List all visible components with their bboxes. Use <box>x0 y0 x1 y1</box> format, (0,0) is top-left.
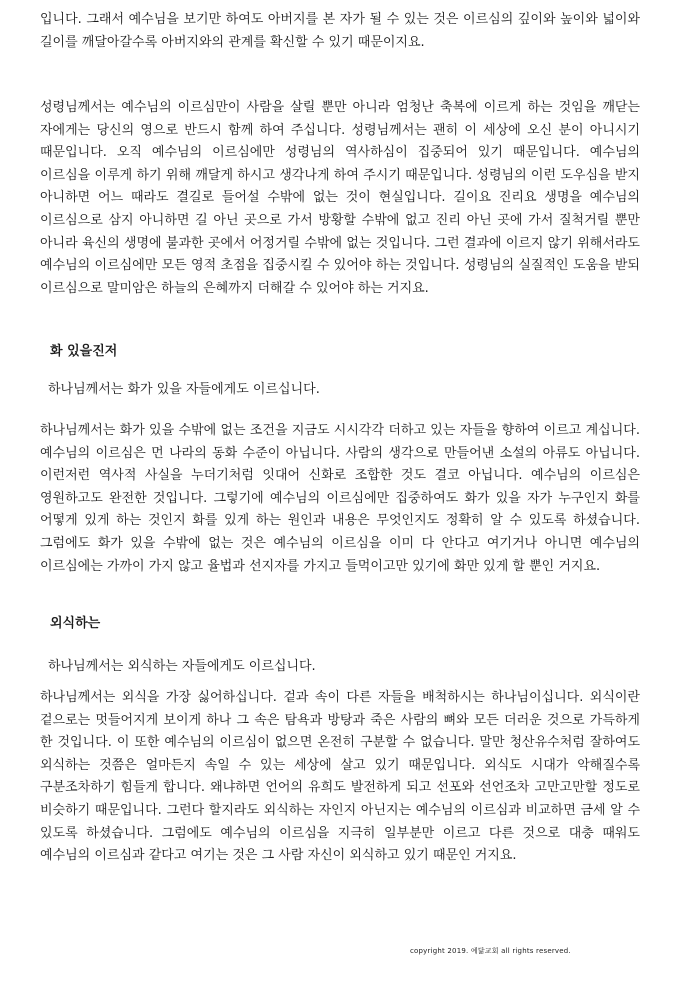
section-heading-hypocrites: 외식하는 <box>50 616 101 631</box>
section-heading-woe: 화 있을진저 <box>50 344 118 359</box>
holy-spirit-paragraph: 성령님께서는 예수님의 이르심만이 사람을 살릴 뿐만 아니라 엄청난 축복에 이르게 하는 것임을 깨닫는 자에게는 당신의 영으로 반드시 함께 하여 주십니다. 성령님께서는 괜히 이 세상에 오신 분이 아니시기 때문입니다. 오직 예수님의 이르심에만 성령님의 역사하심이 집중되어 있기 때문입니다. 예수님의 이르심을 이루게 하기 위해 깨달게 하시고 생각나게 하여 주시기 때문입니다. 성령님의 이런 도우심을 받지 아니하면 어느 때라도 결길로 들어설 수밖에 없는 것이 현실입니다. 길이요 진리요 생명을 예수님의 이르심으로 삼지 아니하면 길 아닌 곳으로 가서 방황할 수밖에 없고 진리 아닌 곳에 가서 질척거릴 뿐만 아니라 육신의 생명에 불과한 곳에서 어정거릴 수밖에 없는 것입니다. 그런 결과에 이르지 않기 위해서라도 예수님의 이르심에만 모든 영적 초점을 집중시킬 수 있어야 하는 것입니다. 성령님의 실질적인 도움을 받되 이르심으로 말미암은 하늘의 은혜까지 더해갈 수 있어야 하는 거지요. <box>40 100 640 296</box>
section-summary-woe: 하나님께서는 화가 있을 자들에게도 이르십니다. <box>48 382 320 397</box>
section-summary-hypocrites: 하나님께서는 외식하는 자들에게도 이르십니다. <box>48 659 316 674</box>
section-body-hypocrites: 하나님께서는 외식을 가장 싫어하십니다. 겉과 속이 다른 자들을 배척하시는 하나님이십니다. 외식이란 겉으로는 멋들어지게 보이게 하나 그 속은 탐욕과 방탕과 죽은 사람의 뼈와 모든 더러운 것으로 가득하게 한 것입니다. 이 또한 예수님의 이르심이 없으면 온전히 구분할 수 없습니다. 말만 청산유수처럼 잘하여도 외식하는 것쯤은 얼마든지 속일 수 있는 세상에 살고 있기 때문입니다. 외식도 시대가 악해질수록 구분조차하기 힘들게 합니다. 왜냐하면 언어의 유희도 발전하게 되고 선포와 선언조차 고만고만할 정도로 비슷하기 때문입니다. 그런다 할지라도 외식하는 자인지 아닌지는 예수님의 이르심과 비교하면 금세 알 수 있도록 하셨습니다. 그럼에도 예수님의 이르심을 지극히 일부분만 이르고 다른 것으로 대충 때워도 예수님의 이르심과 같다고 여기는 것은 그 사람 자신이 외식하고 있기 때문인 거지요. <box>40 690 640 864</box>
copyright-footer: copyright 2019. 예닮교회 all rights reserved. <box>410 947 571 955</box>
intro-paragraph: 입니다. 그래서 예수님을 보기만 하여도 아버지를 본 자가 될 수 있는 것은 이르심의 깊이와 높이와 넓이와 길이를 깨달아갈수록 아버지와의 관계를 확신할 수 있기 때문이지요. <box>40 12 640 50</box>
section-body-woe: 하나님께서는 화가 있을 수밖에 없는 조건을 지금도 시시각각 더하고 있는 자들을 향하여 이르고 계십니다. 예수님의 이르심은 먼 나라의 동화 수준이 아닙니다. 사람의 생각으로 만들어낸 소설의 아류도 아닙니다. 이런저런 역사적 사실을 누더기처럼 잇대어 신화로 조합한 것도 결코 아닙니다. 예수님의 이르심은 영원하고도 완전한 것입니다. 그렇기에 예수님의 이르심에만 집중하여도 화가 있을 자가 누구인지 화를 어떻게 있게 하는 것인지 화를 있게 하는 원인과 내용은 무엇인지도 정확히 알 수 있도록 하셨습니다. 그럼에도 화가 있을 수밖에 없는 것은 예수님의 이르심을 이미 다 안다고 여기거나 아니면 예수님의 이르심에는 가까이 가지 않고 율법과 선지자를 가지고 들먹이고만 있기에 화만 있게 할 뿐인 거지요. <box>40 423 640 574</box>
